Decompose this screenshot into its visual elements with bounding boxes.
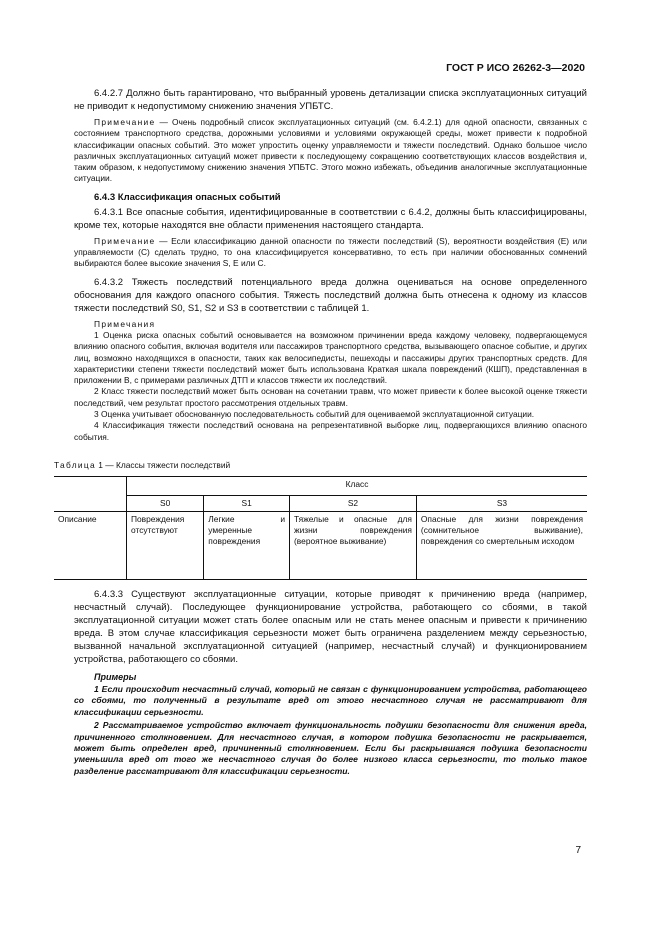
heading-6-4-3: 6.4.3 Классификация опасных событий xyxy=(94,191,281,203)
desc-s1: Легкие и умеренные повреждения xyxy=(204,511,290,579)
table-class-row xyxy=(54,495,587,511)
desc-s3: Опасные для жизни повреждения (сомнительное выживание), повреждения со смертельным исходом xyxy=(416,511,587,579)
example-2: 2 Рассматриваемое устройство включает функциональность подушки безопасности для снижения вреда, причиненного столкновением. Для несчастного случая, в котором подушка безопасности не раскрывается, может быть определен вред, причиненный столкновением. Если бы раскрывшаяся подушка безопасности уменьшила вред от того же несчастного случая до более низкого класса серьезности, то только такое разделение рассматривают для классификации серьезности. xyxy=(74,720,587,776)
clause-6-4-2-7: 6.4.2.7 Должно быть гарантировано, что выбранный уровень детализации списка эксплуатационных ситуаций не приводит к недопустимому снижению значения УПБТС. xyxy=(74,88,587,112)
note-2-label: Примечание xyxy=(94,235,156,246)
table-caption-label: Таблица xyxy=(54,459,96,470)
desc-s2: Тяжелые и опасные для жизни повреждения (вероятное выживание) xyxy=(290,511,417,579)
note-item-4: 4 Классификация тяжести последствий основана на репрезентативной выборке лиц, подвергающихся влиянию опасного события. xyxy=(74,420,587,442)
note-item-1: 1 Оценка риска опасных событий основывается на возможном причинении вреда каждому человеку, подвергающемуся влиянию опасного события, включая водителя или пассажиров транспортного средства, вызывающего опасное событие, и других лиц, возможно находящихся в опасности, таких как велосипедисты, пешеходы и пассажиры других транспортных средств. Для характеристики степени тяжести последствий может быть использована Краткая шкала повреждений (КШП), представленная в приложении B, с примерами различных ДТП и классов тяжести их последствий. xyxy=(74,329,587,386)
table-caption-text: 1 — Классы тяжести последствий xyxy=(95,459,231,470)
note-item-3: 3 Оценка учитывает обоснованную последовательность событий для оцениваемой эксплуатационной ситуации. xyxy=(94,409,535,420)
note-2 xyxy=(74,236,587,270)
desc-s0: Повреждения отсутствуют xyxy=(127,511,204,579)
table-header-row xyxy=(54,476,587,495)
clause-6-4-3-3: 6.4.3.3 Существуют эксплуатационные ситуации, которые приводят к причинению вреда (например, несчастный случай). Последующее функционирование устройства, работающего со сбоями, в такой эксплуатационной ситуации может стать более опасным или не стать менее опасным и привести к причинению вреда. В этом случае классификация серьезности может быть ограничена разделением между серьезностью, вызванной начальной эксплуатационной ситуацией (например, несчастный случай) и функционированием устройства, работающего со сбоями. xyxy=(74,588,587,665)
notes-label: Примечания xyxy=(94,318,156,329)
note-1-text: — Очень подробный список эксплуатационных ситуаций (см. 6.4.2.1) для одной опасности, связанных с состоянием транспортного средства, дорожными условиями и условиями окружающей среды, может привести к подробной классификации опасных событий. Это может упростить оценку управляемости и тяжести последствий. Однако большое число различных эксплуатационных ситуаций может привести к последующему сокращению соответствующих классов воздействия и, таким образом, к недопустимому снижению значения УПБТС. Этого можно избежать, объединив аналогичные эксплуатационные ситуации. xyxy=(74,117,587,184)
table-row xyxy=(54,511,587,579)
page-number: 7 xyxy=(575,845,581,856)
standard-id: ГОСТ Р ИСО 26262-3—2020 xyxy=(446,62,585,74)
examples-title: Примеры xyxy=(94,671,137,682)
class-s0: S0 xyxy=(127,495,204,511)
row-label: Описание xyxy=(54,511,127,579)
note-1-label: Примечание xyxy=(94,117,156,127)
clause-6-4-3-1: 6.4.3.1 Все опасные события, идентифицированные в соответствии с 6.4.2, должны быть классифицированы, кроме тех, которые находятся вне области применения настоящего стандарта. xyxy=(74,206,587,231)
clause-6-4-3-2: 6.4.3.2 Тяжесть последствий потенциального вреда должна оцениваться на основе определенного обоснования для каждого опасного события. Тяжесть последствий должна быть отнесена к одному из классов тяжести последствий S0, S1, S2 и S3 в соответствии с таблицей 1. xyxy=(74,276,587,314)
severity-classes-table xyxy=(54,476,587,580)
note-item-2: 2 Класс тяжести последствий может быть основан на сочетании травм, что может привести к более высокой оценке тяжести последствий, чем результат простого рассмотрения отдельных травм. xyxy=(74,386,587,408)
table-caption xyxy=(54,459,587,472)
class-s3: S3 xyxy=(416,495,587,511)
example-1: 1 Если происходит несчастный случай, который не связан с функционированием устройства, работающего со сбоями, то полученный в результате вред от этого несчастного случая не рассматривают для классификации серьезности. xyxy=(74,683,587,717)
class-s1: S1 xyxy=(204,495,290,511)
class-s2: S2 xyxy=(290,495,417,511)
note-2-text: — Если классификацию данной опасности по тяжести последствий (S), вероятности воздействия (E) или управляемости (C) сделать трудно, то она классифицируется консервативно, то есть при наличии обоснованных сомнений выбираются более высокие значения S, E или C. xyxy=(74,235,587,269)
note-1 xyxy=(74,117,587,185)
class-group-header: Класс xyxy=(127,476,588,495)
corner-cell xyxy=(54,476,127,511)
